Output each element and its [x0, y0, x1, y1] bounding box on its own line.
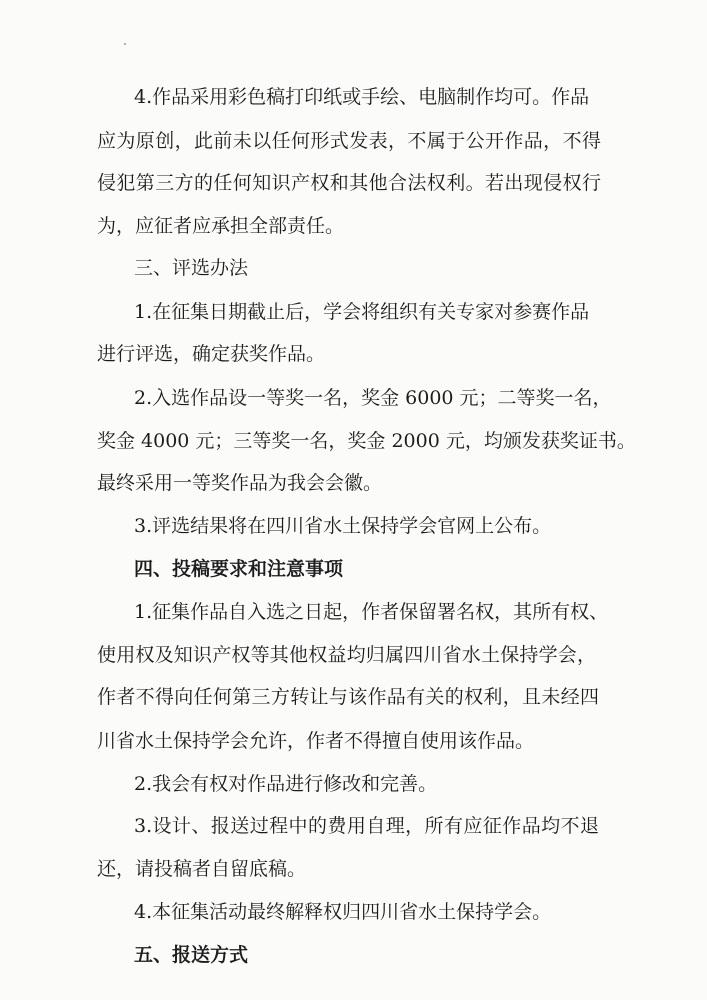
paragraph-line: 为，应征者应承担全部责任。: [97, 215, 345, 237]
paragraph-line: 侵犯第三方的任何知识产权和其他合法权利。若出现侵权行: [97, 172, 601, 194]
paragraph-line: 应为原创，此前未以任何形式发表，不属于公开作品，不得: [97, 130, 601, 152]
paragraph-line: 2.入选作品设一等奖一名，奖金 6000 元；二等奖一名，: [134, 387, 612, 409]
paragraph-line: 还，请投稿者自留底稿。: [97, 858, 307, 880]
scan-speck: [124, 43, 126, 45]
paragraph-line: 奖金 4000 元；三等奖一名，奖金 2000 元，均颁发获奖证书。: [97, 430, 636, 452]
paragraph-line: 1.征集作品自入选之日起，作者保留署名权，其所有权、: [134, 601, 609, 623]
paragraph-line: 川省水土保持学会允许，作者不得擅自使用该作品。: [97, 730, 535, 752]
section-heading: 四、投稿要求和注意事项: [134, 558, 344, 580]
section-heading: 五、报送方式: [134, 944, 249, 966]
paragraph-line: 作者不得向任何第三方转让与该作品有关的权利，且未经四: [97, 686, 599, 708]
paragraph-line: 4.作品采用彩色稿打印纸或手绘、电脑制作均可。作品: [134, 86, 590, 108]
paragraph-line: 3.设计、报送过程中的费用自理，所有应征作品均不退: [134, 815, 599, 837]
paragraph-line: 进行评选，确定获奖作品。: [97, 343, 326, 365]
paragraph-line: 2.我会有权对作品进行修改和完善。: [134, 773, 438, 795]
section-heading: 三、评选办法: [134, 257, 249, 279]
paragraph-line: 1.在征集日期截止后，学会将组织有关专家对参赛作品: [134, 301, 590, 323]
paragraph-line: 3.评选结果将在四川省水土保持学会官网上公布。: [134, 515, 552, 537]
paragraph-line: 最终采用一等奖作品为我会会徽。: [97, 472, 383, 494]
paragraph-line: 使用权及知识产权等其他权益均归属四川省水土保持学会，: [97, 644, 596, 666]
paragraph-line: 4.本征集活动最终解释权归四川省水土保持学会。: [134, 901, 552, 923]
